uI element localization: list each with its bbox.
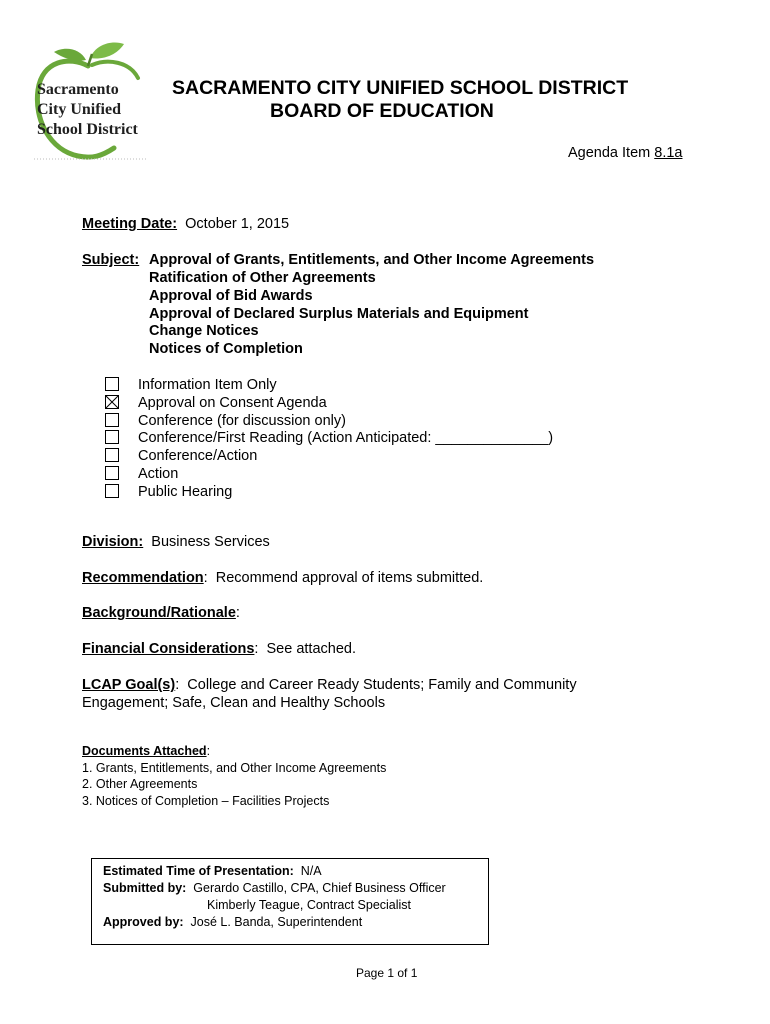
page-number: Page 1 of 1 (356, 966, 418, 980)
subject-label: Subject: (82, 252, 140, 268)
submitted-by: Submitted by: Gerardo Castillo, CPA, Chief Business Officer (103, 881, 446, 895)
financial-considerations: Financial Considerations: See attached. (82, 641, 357, 657)
documents-attached: Documents Attached: (82, 744, 211, 758)
estimated-time: Estimated Time of Presentation: N/A (103, 864, 322, 878)
page-title: SACRAMENTO CITY UNIFIED SCHOOL DISTRICT (172, 77, 629, 99)
subject-item: Approval of Bid Awards (149, 288, 313, 304)
subject-item: Ratification of Other Agreements (149, 270, 376, 286)
submitted-by-2: Kimberly Teague, Contract Specialist (207, 898, 412, 912)
option-label: Information Item Only (138, 377, 277, 393)
recommendation: Recommendation: Recommend approval of items submitted. (82, 570, 484, 586)
leaf-icon (90, 43, 124, 59)
background-rationale: Background/Rationale: (82, 605, 240, 621)
lcap-goals: LCAP Goal(s): College and Career Ready Students; Family and Community (82, 677, 577, 693)
option-label: Conference/Action (138, 448, 258, 464)
agenda-item: Agenda Item 8.1a (568, 145, 683, 161)
option-label: Action (138, 466, 179, 482)
meeting-date: Meeting Date: October 1, 2015 (82, 216, 290, 232)
lcap-goals-continued: Engagement; Safe, Clean and Healthy Schools (82, 695, 386, 711)
subject-item: Approval of Grants, Entitlements, and Other Income Agreements (149, 252, 595, 268)
approved-by: Approved by: José L. Banda, Superintendent (103, 915, 363, 929)
subject-item: Approval of Declared Surplus Materials and Equipment (149, 306, 529, 322)
checkbox-consent-agenda[interactable] (105, 395, 119, 409)
checkbox-public-hearing[interactable] (105, 484, 119, 498)
checkbox-conference-action[interactable] (105, 448, 119, 462)
check-x-icon (106, 396, 118, 408)
checkbox-first-reading[interactable] (105, 430, 119, 444)
checkbox-information-item[interactable] (105, 377, 119, 391)
document-item: 3. Notices of Completion – Facilities Projects (82, 794, 330, 808)
checkbox-conference[interactable] (105, 413, 119, 427)
page-subtitle: BOARD OF EDUCATION (270, 100, 494, 122)
option-label: Conference (for discussion only) (138, 413, 346, 429)
subject-item: Change Notices (149, 323, 259, 339)
document-item: 2. Other Agreements (82, 777, 198, 791)
option-label: Approval on Consent Agenda (138, 395, 327, 411)
logo-text: Sacramento City Unified School District (37, 81, 138, 138)
subject-item: Notices of Completion (149, 341, 303, 357)
division: Division: Business Services (82, 534, 270, 550)
option-label: Public Hearing (138, 484, 233, 500)
leaf-icon (54, 49, 86, 61)
option-label: Conference/First Reading (Action Anticipated: ______________) (138, 430, 554, 446)
document-item: 1. Grants, Entitlements, and Other Income Agreements (82, 761, 387, 775)
checkbox-action[interactable] (105, 466, 119, 480)
